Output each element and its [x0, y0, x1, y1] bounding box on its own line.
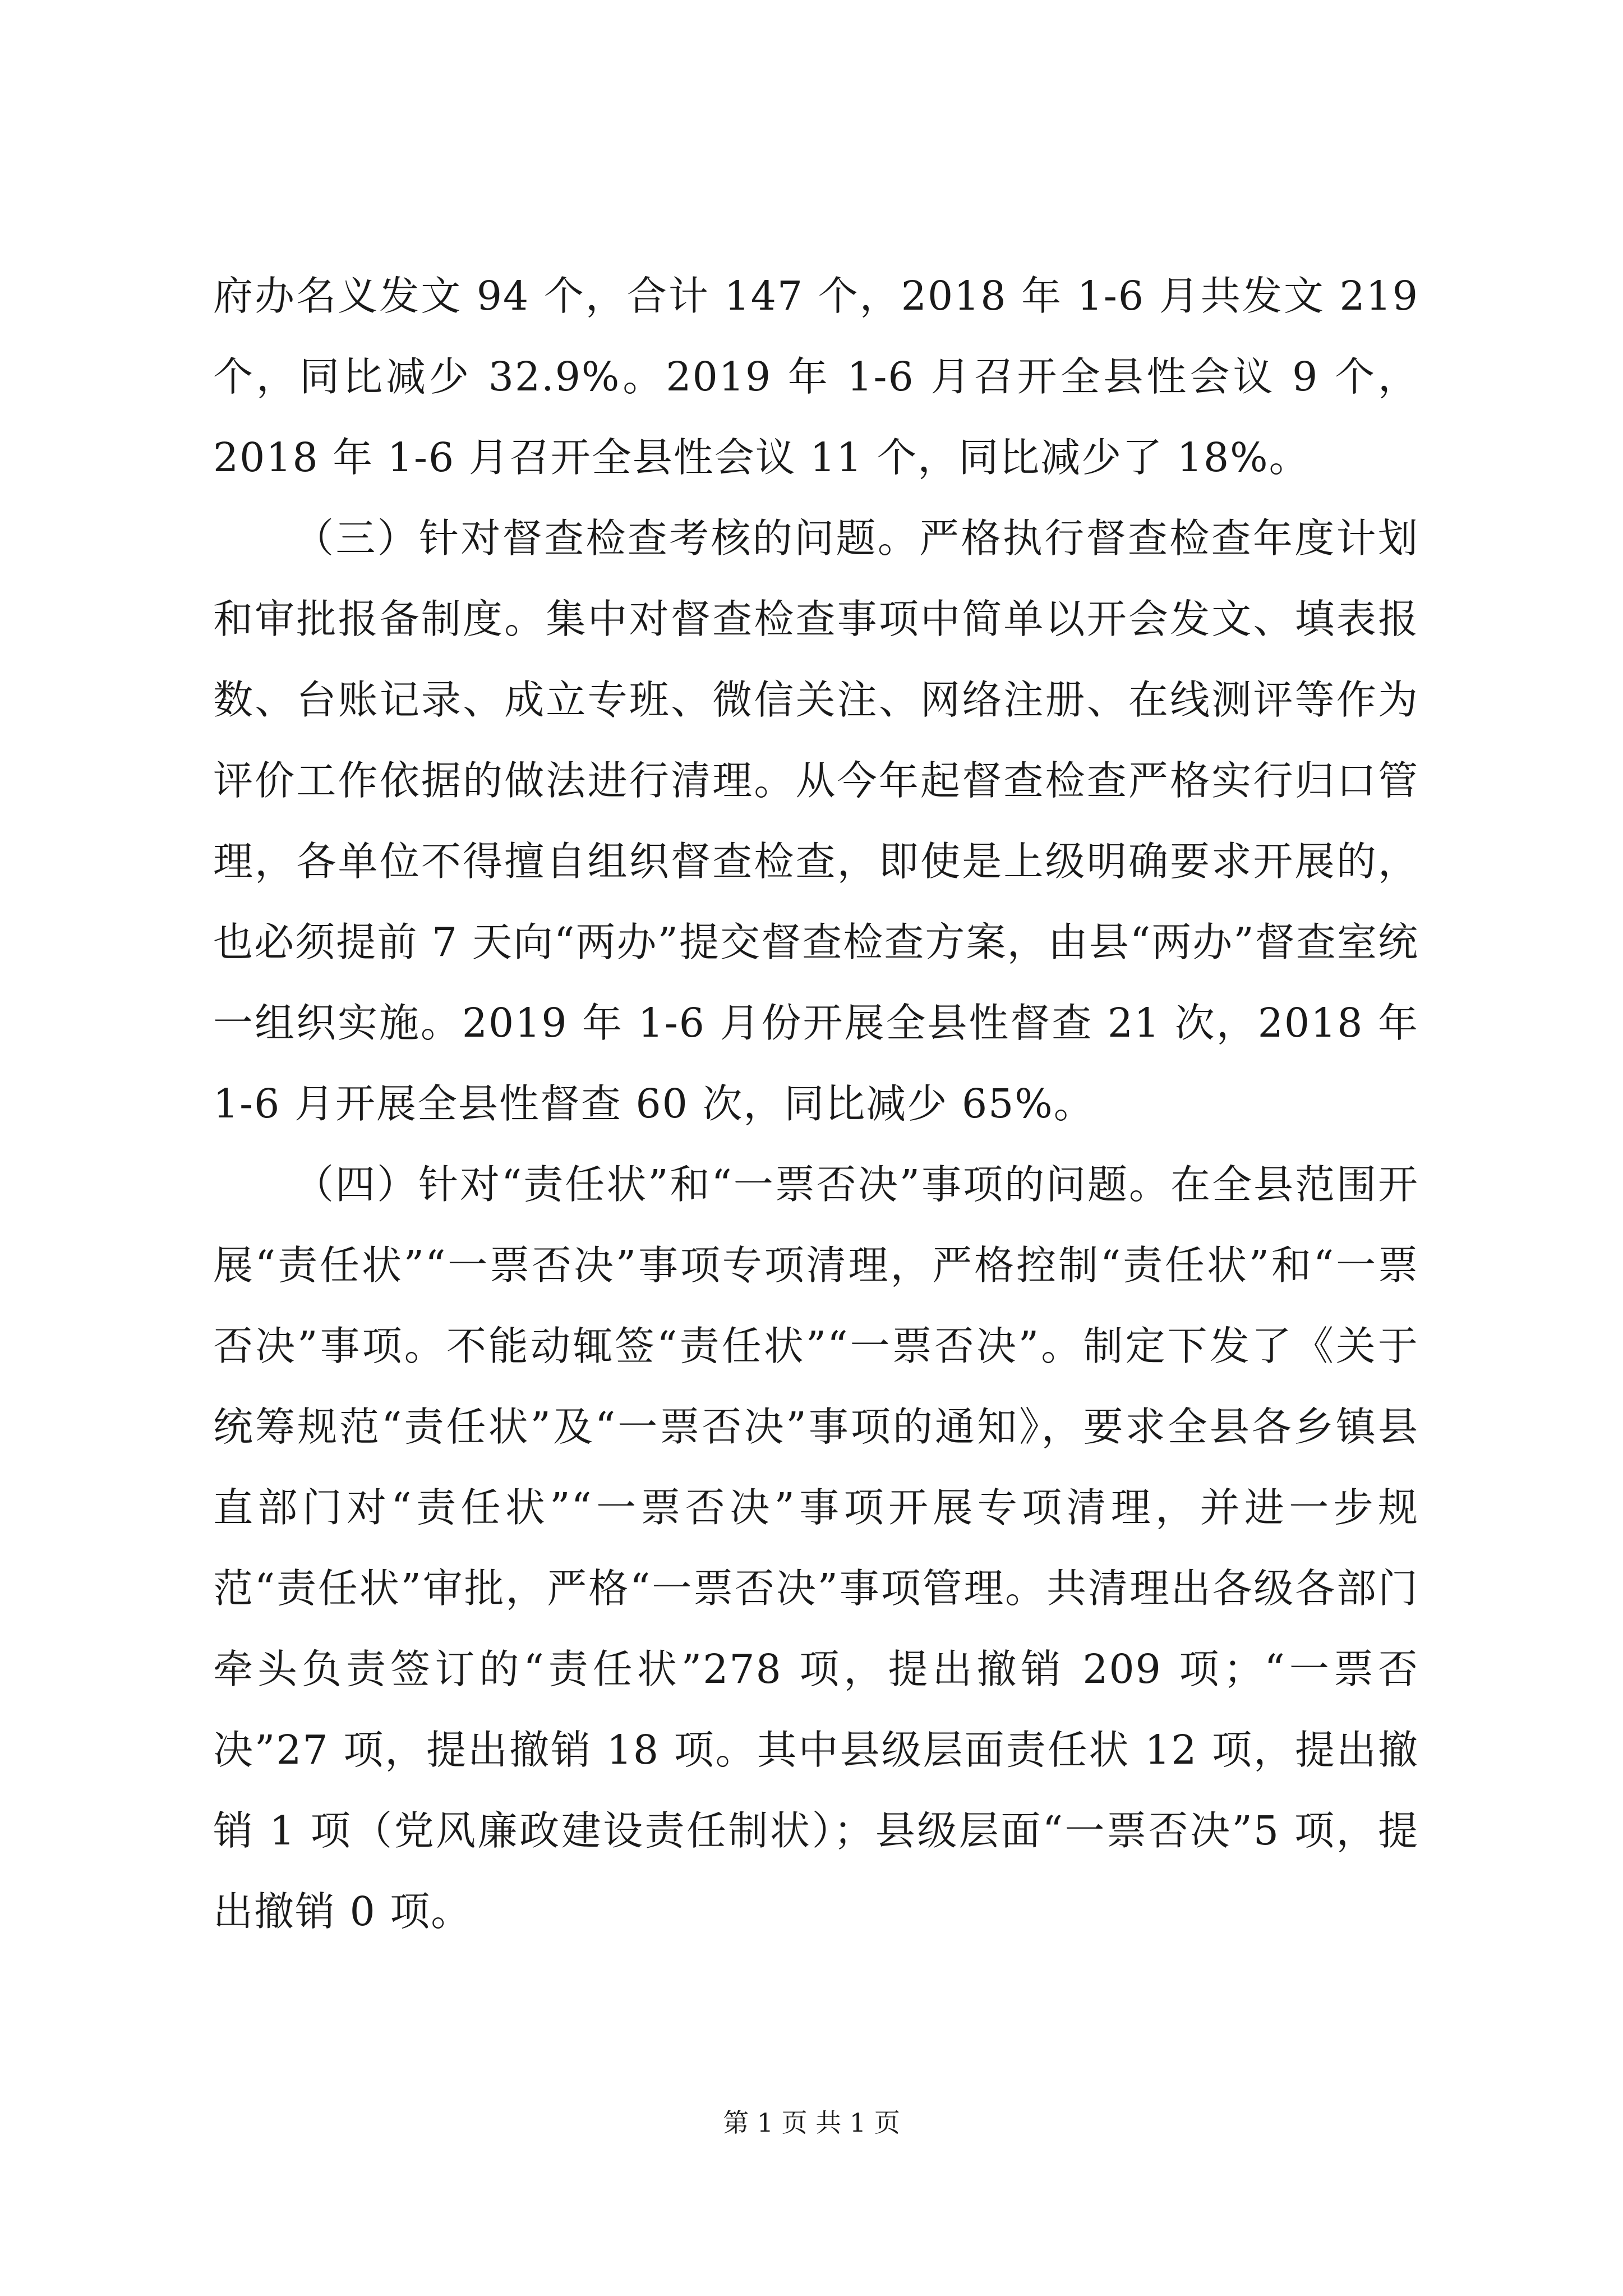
document-body	[213, 256, 1419, 1952]
page-footer: 第 1 页 共 1 页	[723, 2108, 900, 2138]
paragraph-meetings-documents: 府办名义发文 94 个，合计 147 个，2018 年 1-6 月共发文 219 个，同比减少 32.9%。2019 年 1-6 月召开全县性会议 9 个，2018 年 1-6 月召开全县性会议 11 个，同比减少了 18%。	[213, 273, 1419, 481]
paragraph-inspection-issues: （三）针对督查检查考核的问题。严格执行督查检查年度计划和审批报备制度。集中对督查检查事项中简单以开会发文、填表报数、台账记录、成立专班、微信关注、网络注册、在线测评等作为评价工作依据的做法进行清理。从今年起督查检查严格实行归口管理，各单位不得擅自组织督查检查，即使是上级明确要求开展的，也必须提前 7 天向“两办”提交督查检查方案，由县“两办”督查室统一组织实施。2019 年 1-6 月份开展全县性督查 21 次，2018 年 1-6 月开展全县性督查 60 次，同比减少 65%。	[213, 515, 1419, 1127]
paragraph-responsibility-veto: （四）针对“责任状”和“一票否决”事项的问题。在全县范围开展“责任状”“一票否决”事项专项清理，严格控制“责任状”和“一票否决”事项。不能动辄签“责任状”“一票否决”。制定下发了《关于统筹规范“责任状”及“一票否决”事项的通知》，要求全县各乡镇县直部门对“责任状”“一票否决”事项开展专项清理，并进一步规范“责任状”审批，严格“一票否决”事项管理。共清理出各级各部门牵头负责签订的“责任状”278 项，提出撤销 209 项；“一票否决”27 项，提出撤销 18 项。其中县级层面责任状 12 项，提出撤销 1 项（党风廉政建设责任制状）；县级层面“一票否决”5 项，提出撤销 0 项。	[213, 1161, 1419, 1935]
